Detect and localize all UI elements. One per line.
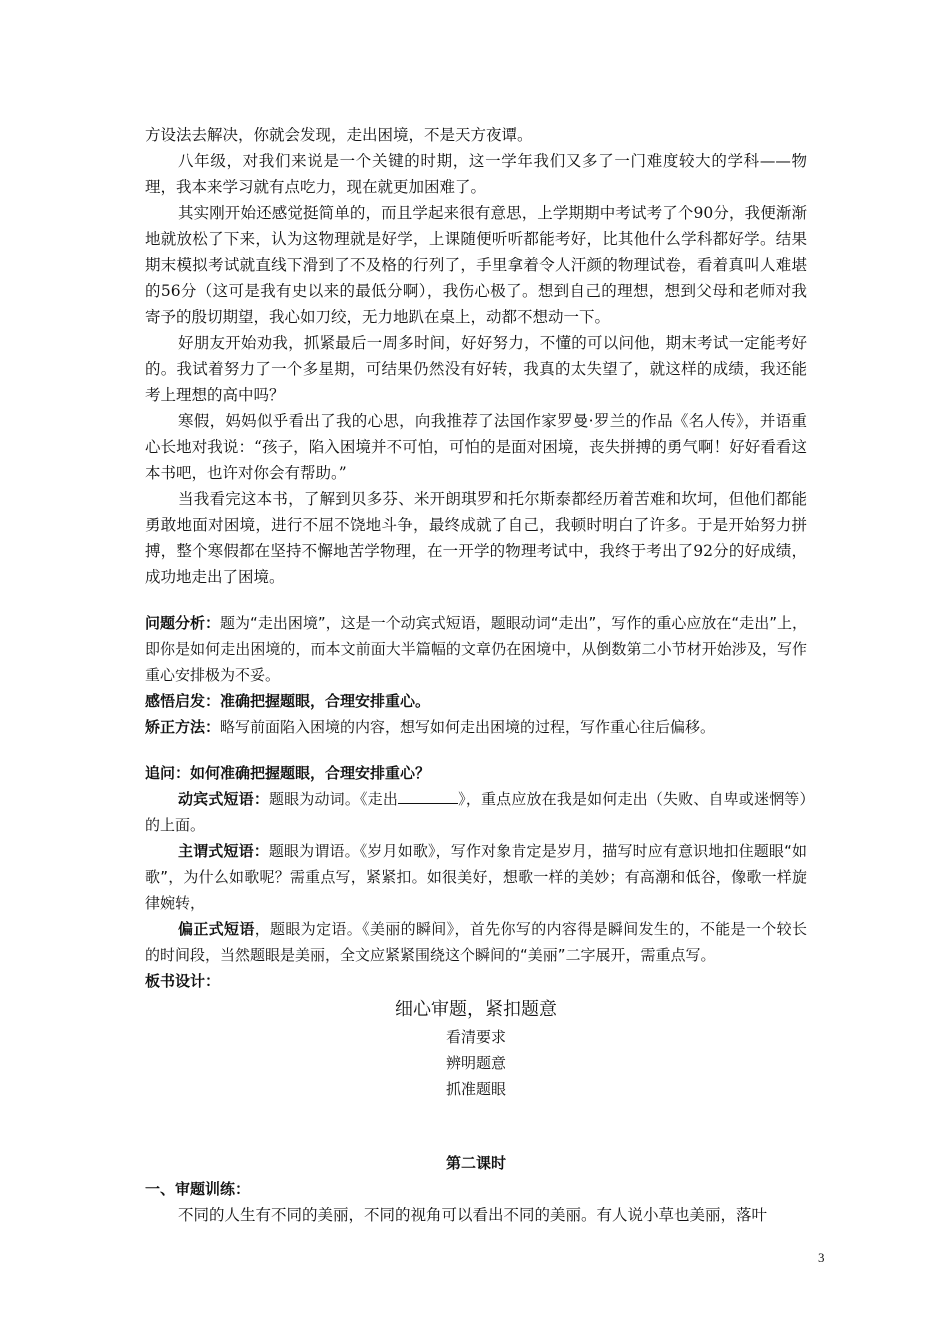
spacer [145, 590, 807, 610]
fix-label: 矫正方法： [145, 718, 221, 736]
phrase2-label: 主谓式短语： [178, 842, 269, 860]
title-blank [398, 788, 458, 804]
board-item-1: 看清要求 [445, 1028, 506, 1046]
story-paragraph-5: 寒假，妈妈似乎看出了我的心思，向我推荐了法国作家罗曼·罗兰的作品《名人传》，并语重心长地对我说：“孩子，陷入困境并不可怕，可怕的是面对困境，丧失拼搏的勇气啊！好好看看这本书吧，也许对你会有帮助。” [145, 412, 807, 482]
analysis-label: 问题分析： [145, 614, 221, 632]
analysis-text: 题为“走出困境”，这是一个动宾式短语，题眼动词“走出”，写作的重心应放在“走出”上，即你是如何走出困境的，而本文前面大半篇幅的文章仍在困境中，从倒数第二小节材开始涉及，写作重心安排极为不妥。 [145, 614, 807, 684]
board-label: 板书设计： [145, 972, 221, 990]
lesson-title: 第二课时 [445, 1154, 506, 1172]
fix-paragraph [145, 714, 807, 740]
phrase3-label: 偏正式短语 [178, 920, 255, 938]
phrase1-label: 动宾式短语： [178, 790, 269, 808]
phrase2-text: 题眼为谓语。《岁月如歌》，写作对象肯定是岁月，描写时应有意识地扣住题眼“如歌”，为什么如歌呢？需重点写，紧紧扣。如很美好，想歌一样的美妙；有高潮和低谷，像歌一样旋律婉转， [145, 842, 807, 912]
board-item-2: 辨明题意 [445, 1054, 506, 1072]
insight-label: 感悟启发： [145, 692, 221, 710]
spacer [145, 740, 807, 760]
phrase-verb-object [145, 786, 807, 838]
spacer [145, 1102, 807, 1150]
phrase1-text-a: 题眼为动词。《走出 [269, 790, 398, 808]
story-paragraph-2: 八年级，对我们来说是一个关键的时期，这一学年我们又多了一门难度较大的学科——物理，我本来学习就有点吃力，现在就更加困难了。 [145, 152, 807, 196]
story-paragraph-3: 其实刚开始还感觉挺简单的，而且学起来很有意思，上学期期中考试考了个90分，我便渐渐地就放松了下来，认为这物理就是好学，上课随便听听都能考好，比其他什么学科都好学。结果期末模拟考试就直线下滑到了不及格的行列了，手里拿着令人汗颜的物理试卷，看着真叫人难堪的56分（这可是我有史以来的最低分啊），我伤心极了。想到自己的理想，想到父母和老师对我寄予的殷切期望，我心如刀绞，无力地趴在桌上，动都不想动一下。 [145, 204, 807, 326]
phrase1-text-b: 》，重点应放在我是如何走出（失败、自卑或迷惘等）的上面。 [145, 790, 807, 834]
story-paragraph-6: 当我看完这本书，了解到贝多芬、米开朗琪罗和托尔斯泰都经历着苦难和坎坷，但他们都能勇敢地面对困境，进行不屈不饶地斗争，最终成就了自己，我顿时明白了许多。于是开始努力拼搏，整个寒假都在坚持不懈地苦学物理，在一开学的物理考试中，我终于考出了92分的好成绩，成功地走出了困境。 [145, 490, 807, 586]
phrase3-text: ，题眼为定语。《美丽的瞬间》，首先你写的内容得是瞬间发生的，不能是一个较长的时间段，当然题眼是美丽，全文应紧紧围绕这个瞬间的“美丽”二字展开，需重点写。 [145, 920, 807, 964]
story-paragraph-4: 好朋友开始劝我，抓紧最后一周多时间，好好努力，不懂的可以问他，期末考试一定能考好的。我试着努力了一个多星期，可结果仍然没有好转，我真的太失望了，就这样的成绩，我还能考上理想的高中吗？ [145, 334, 807, 404]
insight-paragraph [145, 688, 807, 714]
fix-text: 略写前面陷入困境的内容，想写如何走出困境的过程，写作重心往后偏移。 [220, 718, 716, 736]
section-heading: 一、审题训练： [145, 1180, 251, 1198]
section-paragraph: 不同的人生有不同的美丽，不同的视角可以看出不同的美丽。有人说小草也美丽，落叶 [178, 1206, 768, 1224]
phrase-subject-predicate [145, 838, 807, 916]
page-content [145, 122, 807, 1228]
insight-text: 准确把握题眼，合理安排重心。 [220, 692, 431, 710]
page-number: 3 [818, 1250, 825, 1265]
board-title: 细心审题，紧扣题意 [395, 999, 557, 1020]
story-paragraph-1: 方设法去解决，你就会发现，走出困境，不是天方夜谭。 [145, 126, 533, 144]
analysis-paragraph [145, 610, 807, 688]
board-item-3: 抓准题眼 [445, 1080, 506, 1098]
phrase-modifier-head [145, 916, 807, 968]
follow-up-question: 追问：如何准确把握题眼，合理安排重心？ [145, 764, 431, 782]
